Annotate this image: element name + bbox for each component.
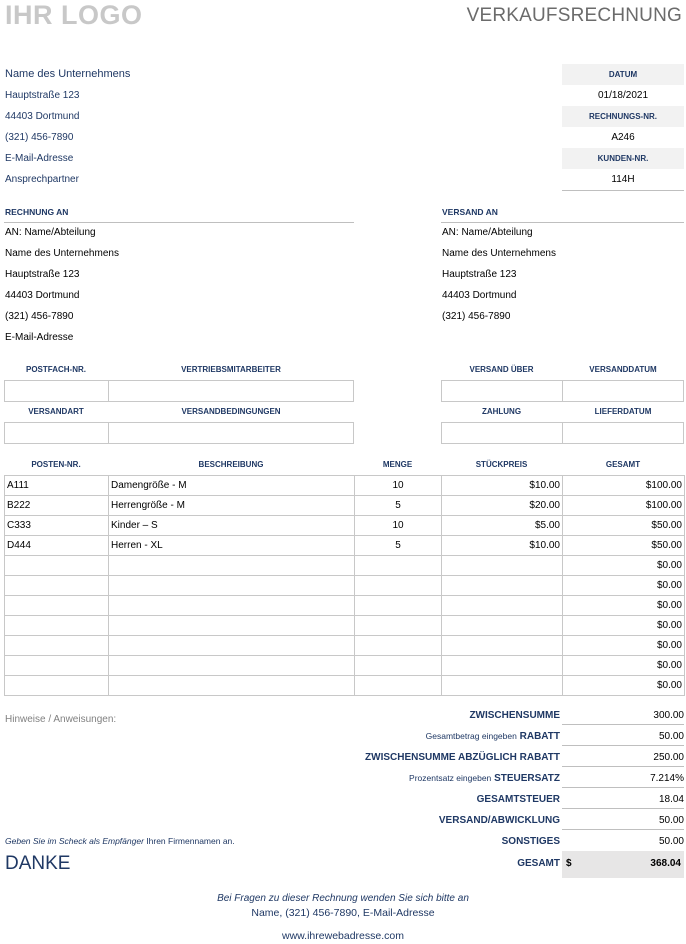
bill-to-line: Name des Unternehmens bbox=[5, 248, 119, 259]
item-number-cell[interactable] bbox=[5, 556, 109, 576]
date-label: DATUM bbox=[562, 64, 684, 85]
description-cell[interactable] bbox=[109, 676, 355, 696]
ship-to-line: AN: Name/Abteilung bbox=[442, 227, 533, 238]
table-row bbox=[5, 576, 685, 596]
unit-price-cell[interactable]: $10.00 bbox=[442, 476, 563, 496]
unit-price-cell[interactable] bbox=[442, 656, 563, 676]
ship-terms-field[interactable] bbox=[108, 422, 354, 444]
ship-to-line: (321) 456-7890 bbox=[442, 311, 511, 322]
line-total-cell: $100.00 bbox=[563, 476, 685, 496]
subtotal-less-discount-value: 250.00 bbox=[653, 752, 684, 763]
unit-price-cell[interactable] bbox=[442, 576, 563, 596]
col-item-number: POSTEN-NR. bbox=[31, 460, 81, 469]
col-unit-price: STÜCKPREIS bbox=[475, 460, 528, 469]
company-name: Name des Unternehmens bbox=[5, 68, 131, 80]
bill-to-line: E-Mail-Adresse bbox=[5, 332, 74, 343]
quantity-cell[interactable] bbox=[355, 616, 442, 636]
po-number-label: POSTFACH-NR. bbox=[26, 365, 86, 374]
subtotal-less-discount-label: ZWISCHENSUMME ABZÜGLICH RABATT bbox=[365, 752, 560, 763]
quantity-cell[interactable]: 10 bbox=[355, 476, 442, 496]
company-contact: Ansprechpartner bbox=[5, 174, 79, 185]
ship-via-field[interactable] bbox=[441, 380, 563, 402]
document-title: VERKAUFSRECHNUNG bbox=[466, 5, 682, 26]
item-number-cell[interactable] bbox=[5, 676, 109, 696]
table-row bbox=[5, 616, 685, 636]
items-table bbox=[4, 475, 685, 696]
delivery-date-label: LIEFERDATUM bbox=[594, 407, 652, 416]
item-number-cell[interactable]: A111 bbox=[5, 476, 109, 496]
quantity-cell[interactable] bbox=[355, 676, 442, 696]
table-row bbox=[5, 636, 685, 656]
logo: IHR LOGO bbox=[5, 0, 143, 30]
discount-label bbox=[426, 731, 560, 742]
check-payable-note bbox=[5, 836, 235, 846]
table-row bbox=[5, 516, 685, 536]
unit-price-cell[interactable] bbox=[442, 616, 563, 636]
delivery-date-field[interactable] bbox=[562, 422, 684, 444]
discount-value[interactable]: 50.00 bbox=[658, 731, 684, 742]
subtotal-label: ZWISCHENSUMME bbox=[469, 710, 560, 721]
quantity-cell[interactable]: 10 bbox=[355, 516, 442, 536]
thanks-text: DANKE bbox=[5, 853, 71, 874]
ship-to-line: Name des Unternehmens bbox=[442, 248, 556, 259]
other-label: SONSTIGES bbox=[501, 836, 560, 847]
description-cell[interactable] bbox=[109, 576, 355, 596]
quantity-cell[interactable] bbox=[355, 556, 442, 576]
quantity-cell[interactable] bbox=[355, 656, 442, 676]
sales-rep-field[interactable] bbox=[108, 380, 354, 402]
bill-to-line: Hauptstraße 123 bbox=[5, 269, 80, 280]
unit-price-cell[interactable] bbox=[442, 596, 563, 616]
tax-rate-label bbox=[409, 773, 560, 784]
line-total-cell: $0.00 bbox=[563, 596, 685, 616]
description-cell[interactable] bbox=[109, 656, 355, 676]
line-total-cell: $0.00 bbox=[563, 656, 685, 676]
ship-to-label: VERSAND AN bbox=[442, 207, 498, 217]
unit-price-cell[interactable] bbox=[442, 556, 563, 576]
line-total-cell: $50.00 bbox=[563, 536, 685, 556]
currency-symbol: $ bbox=[566, 858, 572, 869]
item-number-cell[interactable] bbox=[5, 576, 109, 596]
po-number-field[interactable] bbox=[4, 380, 109, 402]
footer-question: Bei Fragen zu dieser Rechnung wenden Sie sich bitte an bbox=[217, 893, 469, 904]
ship-date-field[interactable] bbox=[562, 380, 684, 402]
total-divider bbox=[562, 766, 684, 767]
company-phone: (321) 456-7890 bbox=[5, 132, 74, 143]
total-divider bbox=[562, 808, 684, 809]
total-tax-value: 18.04 bbox=[658, 794, 684, 805]
discount-hint: Gesamtbetrag eingeben bbox=[425, 731, 517, 741]
line-total-cell: $0.00 bbox=[563, 616, 685, 636]
quantity-cell[interactable]: 5 bbox=[355, 496, 442, 516]
customer-number-label: KUNDEN-NR. bbox=[562, 148, 684, 169]
subtotal-value: 300.00 bbox=[653, 710, 684, 721]
tax-rate-hint: Prozentsatz eingeben bbox=[409, 773, 492, 783]
total-divider bbox=[562, 787, 684, 788]
company-email: E-Mail-Adresse bbox=[5, 153, 74, 164]
item-number-cell[interactable] bbox=[5, 656, 109, 676]
quantity-cell[interactable]: 5 bbox=[355, 536, 442, 556]
bill-to-line: AN: Name/Abteilung bbox=[5, 227, 96, 238]
total-divider bbox=[562, 829, 684, 830]
payment-label: ZAHLUNG bbox=[481, 407, 522, 416]
quantity-cell[interactable] bbox=[355, 576, 442, 596]
check-payable-italic: Geben Sie im Scheck als Empfänger bbox=[5, 836, 144, 846]
notes-label: Hinweise / Anweisungen: bbox=[5, 714, 117, 725]
ship-to-divider bbox=[441, 222, 684, 223]
bill-to-line: 44403 Dortmund bbox=[5, 290, 80, 301]
total-divider bbox=[562, 745, 684, 746]
ship-method-label: VERSANDART bbox=[28, 407, 84, 416]
invoice-number-label: RECHNUNGS-NR. bbox=[562, 106, 684, 127]
table-row bbox=[5, 496, 685, 516]
line-total-cell: $0.00 bbox=[563, 576, 685, 596]
description-cell[interactable]: Kinder – S bbox=[109, 516, 355, 536]
footer-contact: Name, (321) 456-7890, E-Mail-Adresse bbox=[251, 907, 435, 919]
description-cell[interactable] bbox=[109, 556, 355, 576]
table-row bbox=[5, 676, 685, 696]
table-row bbox=[5, 476, 685, 496]
discount-label-text: RABATT bbox=[519, 731, 560, 742]
item-number-cell[interactable]: B222 bbox=[5, 496, 109, 516]
description-cell[interactable] bbox=[109, 636, 355, 656]
line-total-cell: $0.00 bbox=[563, 556, 685, 576]
unit-price-cell[interactable] bbox=[442, 636, 563, 656]
grand-total-label: GESAMT bbox=[517, 858, 560, 869]
col-quantity: MENGE bbox=[382, 460, 413, 469]
description-cell[interactable] bbox=[109, 596, 355, 616]
description-cell[interactable] bbox=[109, 616, 355, 636]
total-divider bbox=[562, 724, 684, 725]
footer-website[interactable]: www.ihrewebadresse.com bbox=[282, 930, 404, 942]
sales-rep-label: VERTRIEBSMITARBEITER bbox=[181, 365, 281, 374]
ship-to-line: 44403 Dortmund bbox=[442, 290, 517, 301]
shipping-handling-label: VERSAND/ABWICKLUNG bbox=[438, 815, 560, 826]
grand-total-box bbox=[562, 851, 684, 878]
line-total-cell: $0.00 bbox=[563, 636, 685, 656]
line-total-cell: $100.00 bbox=[563, 496, 685, 516]
meta-divider bbox=[562, 190, 684, 191]
item-number-cell[interactable] bbox=[5, 616, 109, 636]
tax-rate-value[interactable]: 7.214% bbox=[650, 773, 684, 784]
invoice-number-value[interactable]: A246 bbox=[611, 132, 635, 143]
line-total-cell: $0.00 bbox=[563, 676, 685, 696]
bill-to-line: (321) 456-7890 bbox=[5, 311, 74, 322]
ship-terms-label: VERSANDBEDINGUNGEN bbox=[181, 407, 281, 416]
ship-method-field[interactable] bbox=[4, 422, 109, 444]
company-street: Hauptstraße 123 bbox=[5, 90, 80, 101]
grand-total-value: 368.04 bbox=[650, 858, 681, 869]
description-cell[interactable]: Herren - XL bbox=[109, 536, 355, 556]
table-row bbox=[5, 596, 685, 616]
unit-price-cell[interactable] bbox=[442, 676, 563, 696]
unit-price-cell[interactable]: $10.00 bbox=[442, 536, 563, 556]
bill-to-label: RECHNUNG AN bbox=[5, 207, 69, 217]
customer-number-value[interactable]: 114H bbox=[611, 174, 635, 185]
quantity-cell[interactable] bbox=[355, 596, 442, 616]
item-number-cell[interactable]: C333 bbox=[5, 516, 109, 536]
payment-field[interactable] bbox=[441, 422, 563, 444]
table-row bbox=[5, 556, 685, 576]
unit-price-cell[interactable]: $5.00 bbox=[442, 516, 563, 536]
col-total: GESAMT bbox=[605, 460, 641, 469]
table-row bbox=[5, 656, 685, 676]
ship-date-label: VERSANDDATUM bbox=[589, 365, 657, 374]
ship-via-label: VERSAND ÜBER bbox=[469, 365, 534, 374]
description-cell[interactable]: Damengröße - M bbox=[109, 476, 355, 496]
company-city: 44403 Dortmund bbox=[5, 111, 80, 122]
table-row bbox=[5, 536, 685, 556]
description-cell[interactable]: Herrengröße - M bbox=[109, 496, 355, 516]
tax-rate-label-text: STEUERSATZ bbox=[494, 773, 560, 784]
total-tax-label: GESAMTSTEUER bbox=[476, 794, 560, 805]
ship-to-line: Hauptstraße 123 bbox=[442, 269, 517, 280]
unit-price-cell[interactable]: $20.00 bbox=[442, 496, 563, 516]
col-description: BESCHREIBUNG bbox=[198, 460, 264, 469]
line-total-cell: $50.00 bbox=[563, 516, 685, 536]
check-payable-rest: Ihren Firmennamen an. bbox=[146, 836, 235, 846]
quantity-cell[interactable] bbox=[355, 636, 442, 656]
item-number-cell[interactable] bbox=[5, 636, 109, 656]
bill-to-divider bbox=[4, 222, 354, 223]
item-number-cell[interactable]: D444 bbox=[5, 536, 109, 556]
item-number-cell[interactable] bbox=[5, 596, 109, 616]
shipping-handling-value[interactable]: 50.00 bbox=[658, 815, 684, 826]
other-value[interactable]: 50.00 bbox=[658, 836, 684, 847]
date-value[interactable]: 01/18/2021 bbox=[597, 90, 649, 101]
